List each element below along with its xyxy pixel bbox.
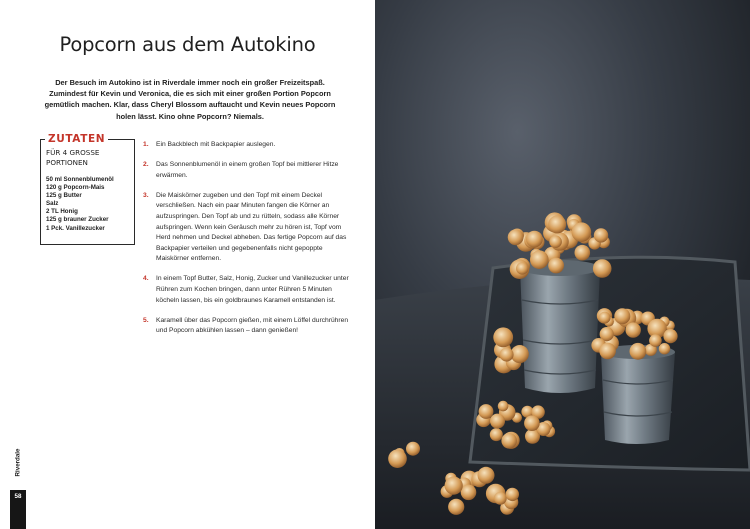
step-text: Karamell über das Popcorn gießen, mit einem Löffel durchrühren und Popcorn abkühlen lassen – dann genießen!: [156, 316, 349, 335]
popcorn-kernel: [630, 343, 647, 360]
popcorn-kernel: [516, 262, 528, 274]
popcorn-kernel: [649, 334, 662, 347]
popcorn-kernel: [501, 433, 517, 449]
step-number: 5.: [143, 316, 149, 324]
popcorn-kernel: [506, 488, 519, 501]
instruction-step: [142, 160, 352, 181]
popcorn-kernel: [461, 485, 477, 501]
step-number: 2.: [143, 161, 149, 169]
recipe-title: Popcorn aus dem Autokino: [59, 33, 316, 56]
ingredients-heading: ZUTATEN: [45, 133, 108, 145]
small-bucket: [601, 345, 675, 444]
ingredient-item: 120 g Popcorn-Mais: [46, 184, 105, 192]
ingredient-item: 1 Pck. Vanillezucker: [46, 224, 105, 232]
step-text: Das Sonnenblumenöl in einem großen Topf bei mittlerer Hitze erwärmen.: [156, 161, 339, 179]
popcorn-kernel: [594, 228, 608, 242]
popcorn-kernel: [493, 327, 513, 347]
page-number-tab: [10, 490, 26, 529]
popcorn-kernel: [575, 245, 591, 261]
recipe-intro: Der Besuch im Autokino ist in Riverdale immer noch ein großer Freizeitspaß. Zumindest für Kevin und Veronica, die es sich mit einer großen Portion Popcorn gemütlich machen. Klar, dass Cheryl Blossom auftaucht und Kevin neues Popcorn holen lässt. Kino ohne Popcorn? Niemals.: [44, 78, 336, 121]
popcorn-kernel: [626, 322, 641, 337]
popcorn-kernel: [549, 235, 562, 248]
running-title: [10, 447, 26, 483]
instruction-step: [142, 140, 352, 151]
step-number: 4.: [143, 275, 149, 283]
popcorn-kernel: [508, 229, 524, 245]
popcorn-kernel: [498, 401, 509, 412]
instruction-steps: [142, 140, 352, 346]
popcorn-kernel: [388, 449, 407, 468]
step-text: Die Maiskörner zugeben und den Topf mit einem Deckel verschließen. Nach ein paar Minuten fangen die Körner an aufzuspringen. Den Topf ab und zu rütteln, sodass alle Körner aufspringen. Wenn kein Geräusch mehr zu hören ist, Topf vom Herd nehmen und Deckel abheben. Das fertige Popcorn auf das Backpapier verteilen und gegebenenfalls nicht gepoppte Maiskörner entfernen.: [156, 191, 347, 263]
popcorn-kernel: [479, 404, 494, 419]
popcorn-kernel: [526, 231, 543, 248]
ingredients-box: [40, 133, 135, 245]
popcorn-kernel: [572, 222, 592, 242]
step-number: 3.: [143, 191, 149, 199]
popcorn-kernel: [663, 329, 677, 343]
popcorn-kernel: [599, 312, 611, 324]
step-text: Ein Backblech mit Backpapier auslegen.: [156, 141, 276, 148]
popcorn-kernel: [494, 492, 507, 505]
popcorn-kernel: [524, 415, 540, 431]
popcorn-kernel: [490, 428, 503, 441]
instruction-step: [142, 191, 352, 265]
servings-label: FÜR 4 GROSSE PORTIONEN: [46, 148, 100, 167]
popcorn-kernel: [548, 258, 564, 274]
step-text: In einem Topf Butter, Salz, Honig, Zucker und Vanillezucker unter Rühren zum Kochen bringen, dann unter Rühren 5 Minuten köcheln lassen, bis ein goldbraunes Karamell entstanden ist.: [156, 275, 349, 304]
popcorn-kernel: [448, 499, 464, 515]
ingredient-item: 50 ml Sonnenblumenöl: [46, 176, 114, 183]
popcorn-kernel: [500, 348, 514, 362]
popcorn-kernel: [599, 343, 616, 360]
popcorn-kernel: [490, 414, 505, 429]
popcorn-kernel: [406, 442, 420, 456]
large-bucket: [520, 260, 600, 393]
popcorn-kernel: [478, 467, 495, 484]
step-number: 1.: [143, 141, 149, 148]
ingredient-item: 125 g Butter: [46, 192, 82, 200]
ingredient-item: 2 TL Honig: [46, 208, 78, 216]
ingredients-list: [46, 176, 114, 233]
popcorn-kernel: [530, 250, 549, 269]
popcorn-kernel: [593, 259, 612, 278]
ingredient-item: 125 g brauner Zucker: [46, 216, 109, 224]
popcorn-kernel: [659, 343, 670, 354]
instruction-step: [142, 274, 352, 306]
popcorn-kernel: [445, 477, 463, 495]
page-number: 58: [14, 493, 22, 500]
ingredient-item: Salz: [46, 200, 59, 208]
popcorn-kernel: [548, 215, 566, 233]
popcorn-kernel: [614, 308, 630, 324]
instruction-step: [142, 316, 352, 337]
popcorn-photo: [375, 0, 750, 529]
book-title: Riverdale: [14, 448, 22, 477]
popcorn-photo-illustration: [375, 0, 750, 529]
